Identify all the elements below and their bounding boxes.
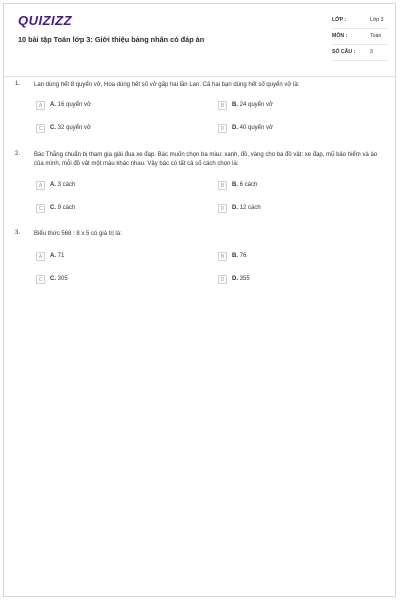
option-key: C. xyxy=(50,276,56,282)
question-text: Bác Thắng chuẩn bị tham gia giải đua xe đạp. Bác muốn chọn ba màu: xanh, đỏ, vàng cho ba đồ vật: xe đạp, mũ bảo hiểm và áo của mình, mỗi đồ vật một màu khác nhau. Vậy bác có tất cả số cách chọn là: xyxy=(34,152,378,167)
option-key: C. xyxy=(50,205,56,211)
option-letter: D xyxy=(218,124,227,133)
option-text: 6 cách xyxy=(239,182,258,188)
option-letter: A xyxy=(36,181,45,190)
option-text: 9 cách xyxy=(57,205,76,211)
option-text: 355 xyxy=(239,276,250,282)
meta-row-count xyxy=(332,46,388,61)
option-letter: B xyxy=(218,181,227,190)
worksheet-header xyxy=(4,4,395,77)
option-key: A. xyxy=(50,182,56,188)
option-letter: A xyxy=(36,101,45,110)
question-text: Lan dùng hết 8 quyển vở, Hoa dùng hết số vở gấp hai lần Lan. Cả hai bạn dùng hết số quyển vở là: xyxy=(34,82,300,88)
option-text: 3 cách xyxy=(57,182,76,188)
meta-panel xyxy=(332,14,388,62)
option-key: A. xyxy=(50,253,56,259)
question-number: 3. xyxy=(15,230,21,236)
option-key: B. xyxy=(232,102,238,108)
meta-value: 3 xyxy=(370,49,373,55)
question-number: 2. xyxy=(15,151,21,157)
option-key: A. xyxy=(50,102,56,108)
option-text: 16 quyển vở xyxy=(57,102,91,108)
meta-value: Toán xyxy=(370,33,382,39)
option-letter: A xyxy=(36,252,45,261)
question-number: 1. xyxy=(15,81,21,87)
option-letter: B xyxy=(218,101,227,110)
meta-label: LỚP : xyxy=(332,17,347,23)
option-text: 71 xyxy=(57,253,65,259)
option-key: B. xyxy=(232,182,238,188)
option-key: D. xyxy=(232,276,238,282)
option-key: D. xyxy=(232,205,238,211)
worksheet-title: 10 bài tập Toán lớp 3: Giới thiệu bảng nhân có đáp án xyxy=(18,35,205,44)
option-text: 40 quyển vở xyxy=(239,125,273,131)
option-letter: D xyxy=(218,275,227,284)
option-text: 76 xyxy=(239,253,247,259)
quizizz-logo: QUIZIZZ xyxy=(18,13,73,28)
option-letter: D xyxy=(218,204,227,213)
option-letter: C xyxy=(36,204,45,213)
option-text: 305 xyxy=(57,276,68,282)
option-letter: C xyxy=(36,124,45,133)
meta-row-grade xyxy=(332,14,388,29)
meta-value: Lớp 3 xyxy=(370,17,384,23)
option-key: B. xyxy=(232,253,238,259)
meta-label: SỐ CÂU : xyxy=(332,49,356,55)
option-letter: B xyxy=(218,252,227,261)
option-text: 32 quyển vở xyxy=(57,125,91,131)
option-key: D. xyxy=(232,125,238,131)
meta-row-subject xyxy=(332,30,388,45)
meta-label: MÔN : xyxy=(332,33,348,39)
question-text: Biểu thức 568 : 8 x 5 có giá trị là: xyxy=(34,231,122,237)
option-key: C. xyxy=(50,125,56,131)
option-text: 12 cách xyxy=(239,205,261,211)
worksheet-page xyxy=(3,3,396,597)
option-letter: C xyxy=(36,275,45,284)
option-text: 24 quyển vở xyxy=(239,102,273,108)
